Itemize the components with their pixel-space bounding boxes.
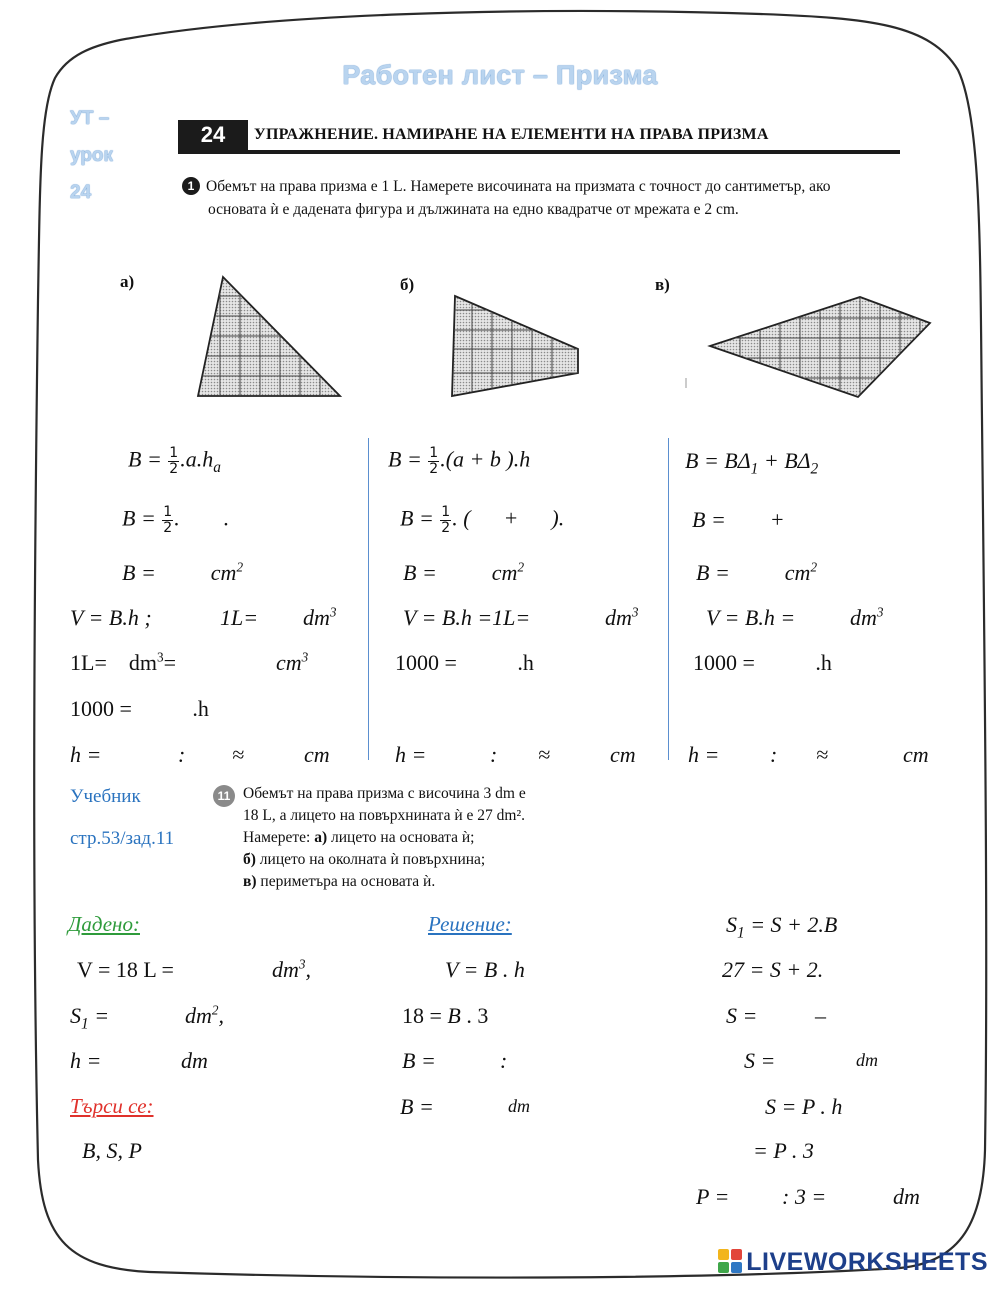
colB-h-unit: cm [610,742,636,767]
solution-line-1: V = B . h [445,957,525,982]
colB-formula-1: B = $\frac{1}{2}$ .(a + b ).h [388,445,531,477]
right-line-6: = P . 3 [753,1138,814,1163]
right-line-3a: S = [726,1003,758,1028]
colA-h-div: : [178,742,186,767]
figure-a-label: а) [120,272,135,291]
right-line-2: 27 = S + 2. [722,957,824,982]
colB-h-label: h = [395,742,427,767]
figure-v-label: в) [655,275,670,294]
right-line-7b: : 3 = [782,1184,827,1209]
exercise-title: УПРАЖНЕНИЕ. НАМИРАНЕ НА ЕЛЕМЕНТИ НА ПРАВА ПРИЗМА [254,126,769,143]
colA-formula-5c: $cm^3$ [276,649,309,675]
textbook-reference: стр.53/зад.11 [70,828,175,849]
task1-number: 1 [182,177,200,195]
find-values: B, S, P [82,1138,142,1163]
figures-svg [0,0,1000,420]
given-height-unit: dm [181,1048,208,1073]
given-surface: $S_1$ = [70,1003,110,1033]
right-line-1: $S_1 = S + 2.B$ [726,912,838,942]
solution-line-4b: dm [508,1096,530,1116]
colV-h-label: h = [688,742,720,767]
colB-formula-2: B = $\frac{1}{2}$ . ( + ). [400,504,565,536]
colV-h-unit: cm [903,742,929,767]
right-line-3b: – [815,1003,826,1028]
colA-formula-4c: $dm^3$ [303,604,337,630]
figure-v-quadrilateral [700,290,940,400]
given-label: Дадено: [68,912,140,936]
given-surface-unit: $dm^2$, [185,1002,224,1028]
colV-formula-4b: $dm^3$ [850,604,884,630]
colA-formula-3: B = $cm^2$ [122,559,244,585]
right-line-4a: S = [744,1048,776,1073]
colV-formula-1: $B = B\Delta_1 + B\Delta_2$ [685,448,819,478]
column-divider [368,438,369,760]
logo-mark-icon [717,1248,743,1274]
figure-a-triangle [180,270,350,400]
liveworksheets-logo [717,1248,988,1277]
lesson-label-line: 24 [70,182,92,203]
colB-formula-4a: V = B.h =1L= [403,605,531,630]
colA-formula-1: B = $\frac{1}{2}$ $.a.h_a$ [128,445,221,477]
colV-h-div: : [770,742,778,767]
task11-line: 18 L, а лицето на повърхнината ѝ е 27 dm². [243,807,525,824]
given-height: h = [70,1048,102,1073]
colB-h-approx: ≈ [538,742,551,767]
colV-formula-3: B = $cm^2$ [696,559,818,585]
figure-b-trapezoid [440,290,590,400]
colA-h-approx: ≈ [232,742,245,767]
colA-formula-2: B = $\frac{1}{2}$ . . [122,504,230,536]
task11-statement [243,783,526,893]
solution-line-2: 18 = B . 3 [402,1003,489,1028]
colV-formula-5: 1000 = .h [693,650,832,675]
column-divider [668,438,669,760]
colV-h-approx: ≈ [816,742,829,767]
solution-line-4a: B = [400,1094,434,1119]
task1-line: Обемът на права призма е 1 L. Намерете височината на призмата с точност до сантиметър, ако [206,178,831,195]
exercise-number: 24 [178,120,248,150]
task1-line: основата ѝ е дадената фигура и дължината на едно квадратче от мрежата е 2 cm. [208,201,739,218]
colA-formula-4a: V = B.h ; [70,605,152,630]
right-line-5: S = P . h [765,1094,843,1119]
lesson-label-line: УТ – [70,108,110,129]
colA-formula-6: 1000 = .h [70,696,209,721]
textbook-label: Учебник [70,786,141,807]
colA-h-label: h = [70,742,102,767]
lesson-label-line: урок [70,145,114,166]
colA-formula-5a: 1L= $dm^3=$ [70,649,176,675]
colA-h-unit: cm [304,742,330,767]
given-volume: V = 18 L = [77,957,174,982]
logo-text: LIVEWORKSHEETS [746,1248,988,1276]
colB-formula-3: B = $cm^2$ [403,559,525,585]
right-line-7c: dm [893,1184,920,1209]
colB-formula-4b: $dm^3$ [605,604,639,630]
colA-formula-4b: 1L= [220,605,259,630]
right-line-4b: dm [856,1050,878,1070]
given-volume-unit: $dm^3$, [272,956,311,982]
colV-formula-2: B = + [692,507,785,532]
colB-formula-5: 1000 = .h [395,650,534,675]
task11-line: Обемът на права призма с височина 3 dm е [243,785,526,802]
solution-label: Решение: [428,912,512,936]
task11-line: Намерете: а) лицето на основата ѝ; [243,829,475,846]
task11-line: в) периметъра на основата ѝ. [243,873,436,890]
page-title: Работен лист – Призма [342,60,658,90]
find-label: Търси се: [70,1094,154,1118]
task11-line: б) лицето на околната ѝ повърхнина; [243,851,486,868]
solution-line-3b: : [500,1048,508,1073]
colV-formula-4: V = B.h = [706,605,796,630]
figure-b-label: б) [400,275,415,294]
right-line-7a: P = [696,1184,730,1209]
solution-line-3a: B = [402,1048,436,1073]
colB-h-div: : [490,742,498,767]
task11-number: 11 [213,785,235,807]
